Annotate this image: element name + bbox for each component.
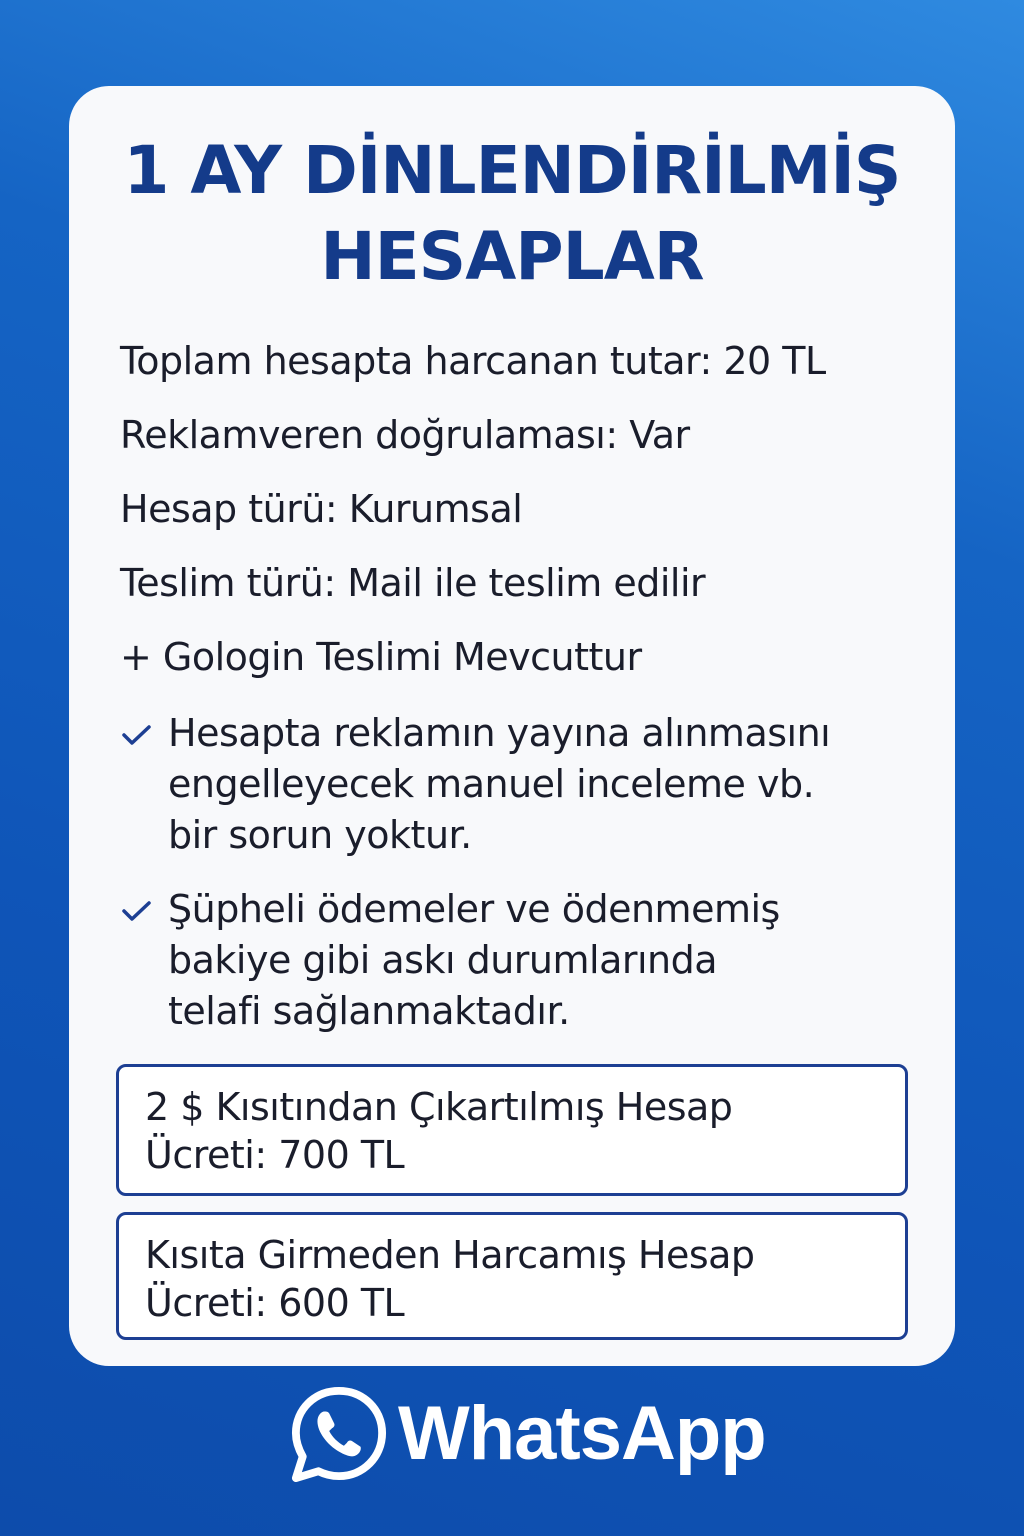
price-value: Ücreti: 700 TL [145,1133,405,1177]
whatsapp-icon[interactable] [290,1384,388,1484]
guarantee-line: bakiye gibi askı durumlarında [168,938,718,982]
detail-total-spent: Toplam hesapta harcanan tutar: 20 TL [120,339,826,383]
check-icon [120,894,154,928]
price-value: Ücreti: 600 TL [145,1281,405,1325]
title-line-2: HESAPLAR [320,218,704,295]
guarantee-line: engelleyecek manuel inceleme vb. [168,762,815,806]
price-label: Kısıta Girmeden Harcamış Hesap [145,1233,755,1277]
check-icon [120,718,154,752]
price-box-no-restriction [116,1212,908,1340]
price-label: 2 $ Kısıtından Çıkartılmış Hesap [145,1085,733,1129]
title-line-1: 1 AY DİNLENDİRİLMİŞ [123,132,901,209]
detail-gologin-delivery: + Gologin Teslimi Mevcuttur [120,635,642,679]
guarantee-line: bir sorun yoktur. [168,813,472,857]
whatsapp-contact[interactable] [0,1380,1024,1490]
guarantee-line: Şüpheli ödemeler ve ödenmemiş [168,887,780,931]
guarantee-line: telafi sağlanmaktadır. [168,989,570,1033]
detail-account-type: Hesap türü: Kurumsal [120,487,523,531]
page-title [0,128,1024,300]
guarantee-line: Hesapta reklamın yayına alınmasını [168,711,831,755]
price-box-unrestricted [116,1064,908,1196]
detail-delivery-type: Teslim türü: Mail ile teslim edilir [120,561,706,605]
whatsapp-label[interactable]: WhatsApp [398,1391,766,1476]
detail-advertiser-verification: Reklamveren doğrulaması: Var [120,413,690,457]
